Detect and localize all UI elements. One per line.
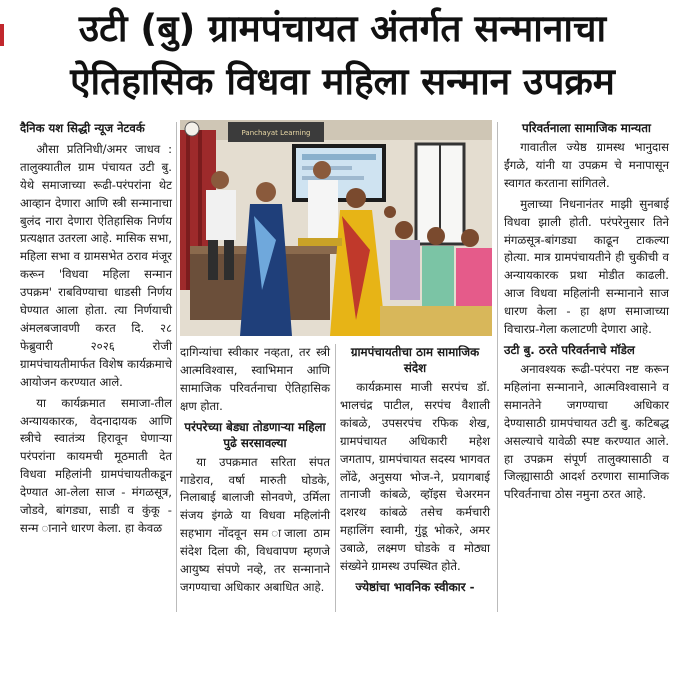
subheading: ग्रामपंचायतीचा ठाम सामाजिक संदेश (350, 345, 480, 375)
subheading: परंपरेच्या बेड्या तोडणाऱ्या महिला पुढे सरसावल्या (184, 419, 326, 450)
article-column-1 (20, 120, 172, 541)
paragraph: या उपक्रमात सरिता संपत गाडेराव, वर्षा मारुती घोडके, निलाबाई बालाजी सोनवणे, उर्मिला संजय इंगळे या विधवा महिलांनी सहभाग नोंदवून सम ाजाला ठाम संदेश दिला की, विधवापण म्हणजे आयुष्य संपणे नव्हे, तर सन्मानाने जगण्याचा अधिकार अबाधित आहे. (180, 454, 330, 594)
paragraph: औसा प्रतिनिधी/अमर जाधव : तालुक्यातील ग्राम पंचायत उटी बु. येथे समाजाच्या रूढी-परंपरांना थेट आव्हान देणारा आणि स्त्री सन्मानाचा बुलंद नारा देणारा ऐतिहासिक निर्णय प्रत्यक्षात उतरला आहे. मासिक सभा, महिला सभा व ग्रामसभेत ठराव मंजूर करून 'विधवा महिला सन्मान उपक्रम' राबविण्याचा धाडसी निर्णय घेण्यात आला होता. त्या निर्णयाची अंमलबजावणी करत दि. २८ फेब्रुवारी २०२६ रोजी ग्रामपंचायतीमार्फत विशेष कार्यक्रमाचे आयोजन करण्यात आले. (20, 141, 172, 389)
paragraph: मुलाच्या निधनानंतर माझी सुनबाई विधवा झाली होती. परंपरेनुसार तिने मंगळसूत्र-बांगड्या काढून टाकल्या होत्या. मात्र ग्रामपंचायतीने ही चुकीची व अन्यायकारक प्रथा मोडीत काढली. आज विधवा महिलांनी सन्मानाने साज धारण केला - हा क्षण समाजाच्या विचारप्र-गेला कलाटणी देणारा आहे. (504, 196, 669, 337)
article-column-3 (340, 344, 490, 598)
photo-banner-text: Panchayat Learning (241, 129, 311, 137)
article-column-4 (504, 120, 669, 507)
event-photo (180, 120, 492, 336)
subheading: उटी बु. ठरते परिवर्तनाचे मॉडेल (504, 342, 635, 357)
paragraph: गावातील ज्येष्ठ ग्रामस्थ भानुदास ईंगळे, यांनी या उपक्रम चे मनापासून स्वागत करताना सांगितले. (504, 140, 669, 190)
headline-line-2: ऐतिहासिक विधवा महिला सन्मान उपक्रम (70, 60, 615, 103)
byline: दैनिक यश सिद्धी न्यूज नेटवर्क (20, 121, 145, 135)
paragraph: अनावश्यक रूढी-परंपरा नष्ट करून महिलांना सन्मानाने, आत्मविश्वासाने व समानतेने जगण्याचा अधिकार देण्यासाठी ग्रामपंचायत उटी बु. कटिबद्ध असल्याचे यावेळी स्पष्ट करण्यात आले. हा उपक्रम संपूर्ण तालुक्यासाठी व जिल्ह्यासाठी आदर्श ठरणारा सामाजिक परिवर्तनाचा ठोस नमुना ठरत आहे. (504, 361, 669, 502)
article-column-2 (180, 344, 330, 600)
paragraph: या कार्यक्रमात समाजा-तील अन्यायकारक, वेदनादायक आणि स्त्रीचे स्वातंत्र्य हिरावून घेणाऱ्या परंपरांना कायमची मूठमाती देत विधवा महिलांनी ग्रामपंचायतीकडून देण्यात आ-लेला साज - मंगळसूत्र, जोडवे, बांगड्या, साडी व कुंकू - सन्म ानाने धारण केला. हा केवळ (20, 395, 172, 535)
headline-line-1: उटी (बु) ग्रामपंचायत अंतर्गत सन्मानाचा (78, 7, 607, 50)
subheading: ज्येष्ठांचा भावनिक स्वीकार - (355, 579, 475, 594)
paragraph: कार्यक्रमास माजी सरपंच डॉ. भालचंद्र पाटील, सरपंच वैशाली कांबळे, उपसरपंच रफिक शेख, ग्रामपंचायत अधिकारी महेश जगताप, ग्रामपंचायत सदस्य भागवत लोंढे, अनुसया भोज-ने, प्रयागबाई तानाजी कांबळे, व्हॉइस चेअरमन दशरथ कांबळे तसेच कर्मचारी महालिंग स्वामी, गुंडू भोकरे, अमर उबाळे, लक्ष्मण घोडके व मोठ्या संख्येने ग्रामस्थ उपस्थित होते. (340, 380, 490, 574)
paragraph: दागिन्यांचा स्वीकार नव्हता, तर स्त्री आत्मविश्वास, स्वाभिमान आणि सामाजिक परिवर्तनाचा ऐतिहासिक क्षण होता. (180, 345, 330, 413)
column-divider (497, 122, 498, 612)
column-divider (335, 344, 336, 612)
column-divider (176, 122, 177, 612)
subheading: परिवर्तनाला सामाजिक मान्यता (522, 121, 651, 135)
